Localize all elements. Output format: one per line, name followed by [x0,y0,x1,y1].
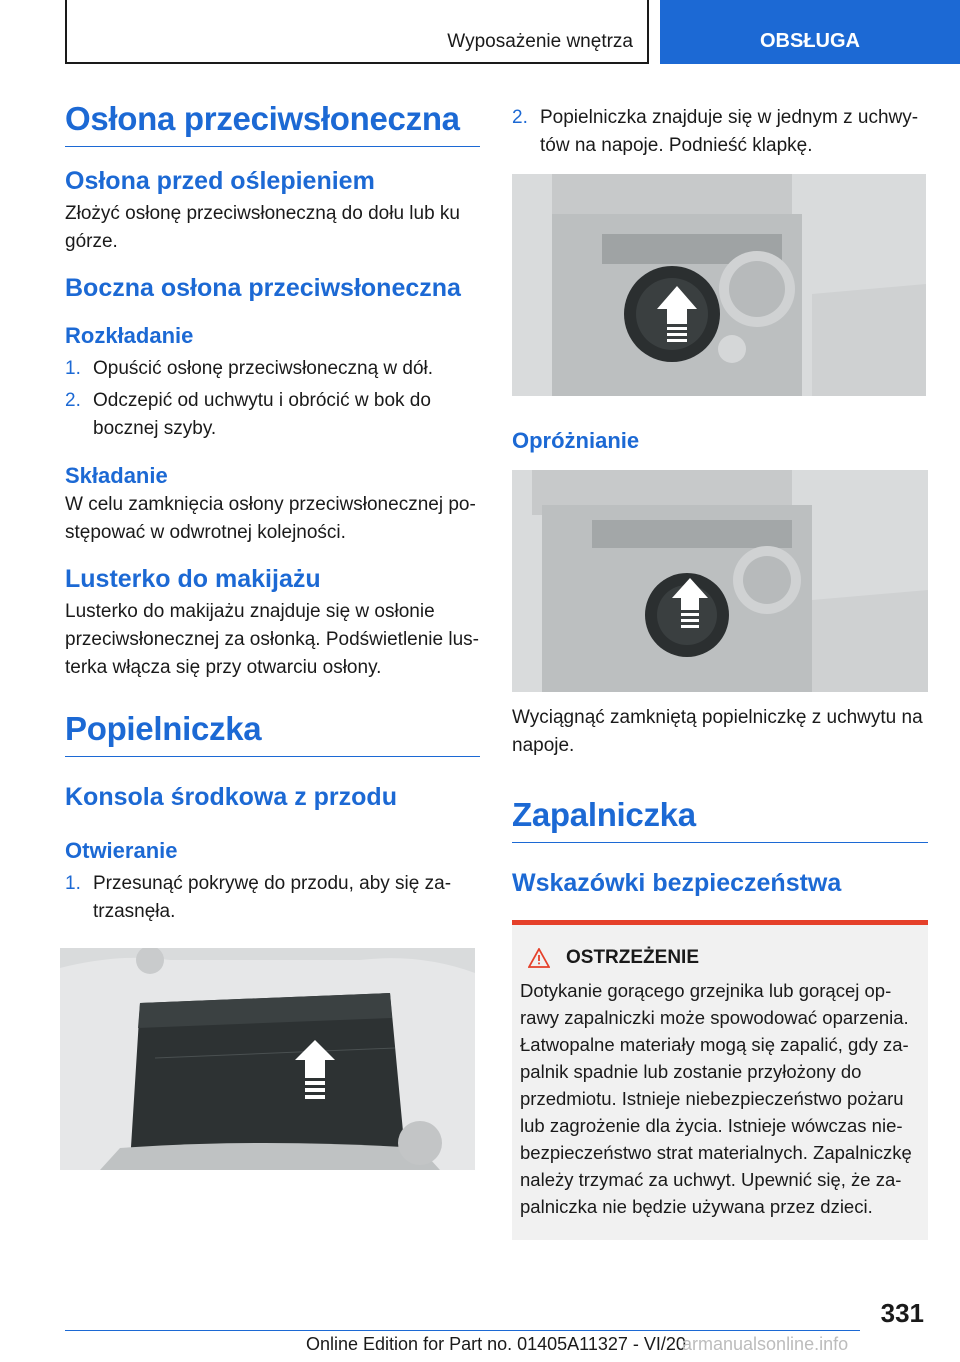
heading-open: Otwieranie [65,838,178,863]
text-glare-shield: Złożyć osłonę przeciwsłoneczną do dołu lub ku górze. [65,203,460,252]
list-text: Przesunąć pokrywę do przodu, aby się zatrzasnęła. [93,873,452,922]
heading-glare-shield: Osłona przed oślepieniem [65,167,375,195]
heading-center-console: Konsola środkowa z przodu [65,783,397,811]
header-frame [65,0,649,64]
list-item [65,387,480,443]
list-item [65,355,480,383]
list-item [65,870,480,926]
heading-fold: Składanie [65,463,168,488]
text-emptying: Wyciągnąć zamkniętą popielniczkę z uchwytu na napoje. [512,707,923,756]
unfold-steps [65,355,480,443]
list-text: Popielniczka znajduje się w jednym z uchwytów na napoje. Podnieść klapkę. [540,107,919,156]
text-fold: W celu zamknięcia osłony przeciwsłonecznej postępować w odwrotnej kolejności. [65,494,476,543]
warning-triangle-icon [528,948,550,968]
heading-side-sunvisor: Boczna osłona przeciwsłoneczna [65,274,461,302]
list-number: 1. [65,358,81,379]
right-column [512,104,928,1240]
list-text: Opuścić osłonę przeciwsłoneczną w dół. [93,358,434,379]
header-section-title: Wyposażenie wnętrza [447,31,633,52]
heading-unfold: Rozkładanie [65,323,194,348]
heading-emptying: Opróżnianie [512,428,640,453]
heading-ashtray: Popielniczka [65,710,480,757]
header-tab-label: OBSŁUGA [760,30,860,52]
ashtray-cupholder-illustration [512,174,926,396]
heading-makeup-mirror: Lusterko do makijażu [65,565,321,593]
footer-watermark: armanualsonline.info [682,1334,849,1354]
header-tab-obsluga[interactable] [660,0,960,64]
warning-title: OSTRZEŻENIE [566,947,700,968]
list-item [512,104,928,160]
heading-safety-notes: Wskazówki bezpieczeństwa [512,869,842,897]
warning-header [520,947,920,969]
text-makeup-mirror: Lusterko do makijażu znajduje się w osłonie przeciwsłonecznej za osłonką. Podświetlenie lusterka włącza się przy otwarciu osłony. [65,601,479,678]
left-column [65,100,480,1170]
heading-lighter: Zapalniczka [512,796,928,843]
list-number: 2. [65,390,81,411]
page-number: 331 [880,1298,924,1328]
footer-edition: Online Edition for Part no. 01405A11327 - VI/20 [306,1334,686,1354]
list-text: Odczepić od uchwytu i obrócić w bok do bocznej szyby. [93,390,431,439]
image-ashtray-emptying [512,470,928,692]
warning-text: Dotykanie gorącego grzejnika lub gorącej oprawy zapalniczki może spowodować oparzenia. Łatwopalne materiały mogą się zapalić, gdy zapalnik spadnie lub zostanie przyłożony do przedmiotu. Istnieje niebezpieczeństwo pożaru lub zagrożenie dla życia. Istnieje wówczas niebezpieczeństwo strat materialnych. Zapalniczkę należy trzymać za uchwyt. Upewnić się, że zapalniczka nie będzie używana przez dzieci. [520,980,912,1217]
ashtray-emptying-illustration [512,470,928,692]
footer-divider [65,1330,860,1331]
warning-box [512,920,928,1240]
heading-sunvisor: Osłona przeciwsłoneczna [65,100,480,147]
image-ashtray-cupholder [512,174,926,396]
image-console-cover [60,948,475,1170]
list-number: 2. [512,107,528,128]
console-cover-illustration [60,948,475,1170]
list-number: 1. [65,873,81,894]
